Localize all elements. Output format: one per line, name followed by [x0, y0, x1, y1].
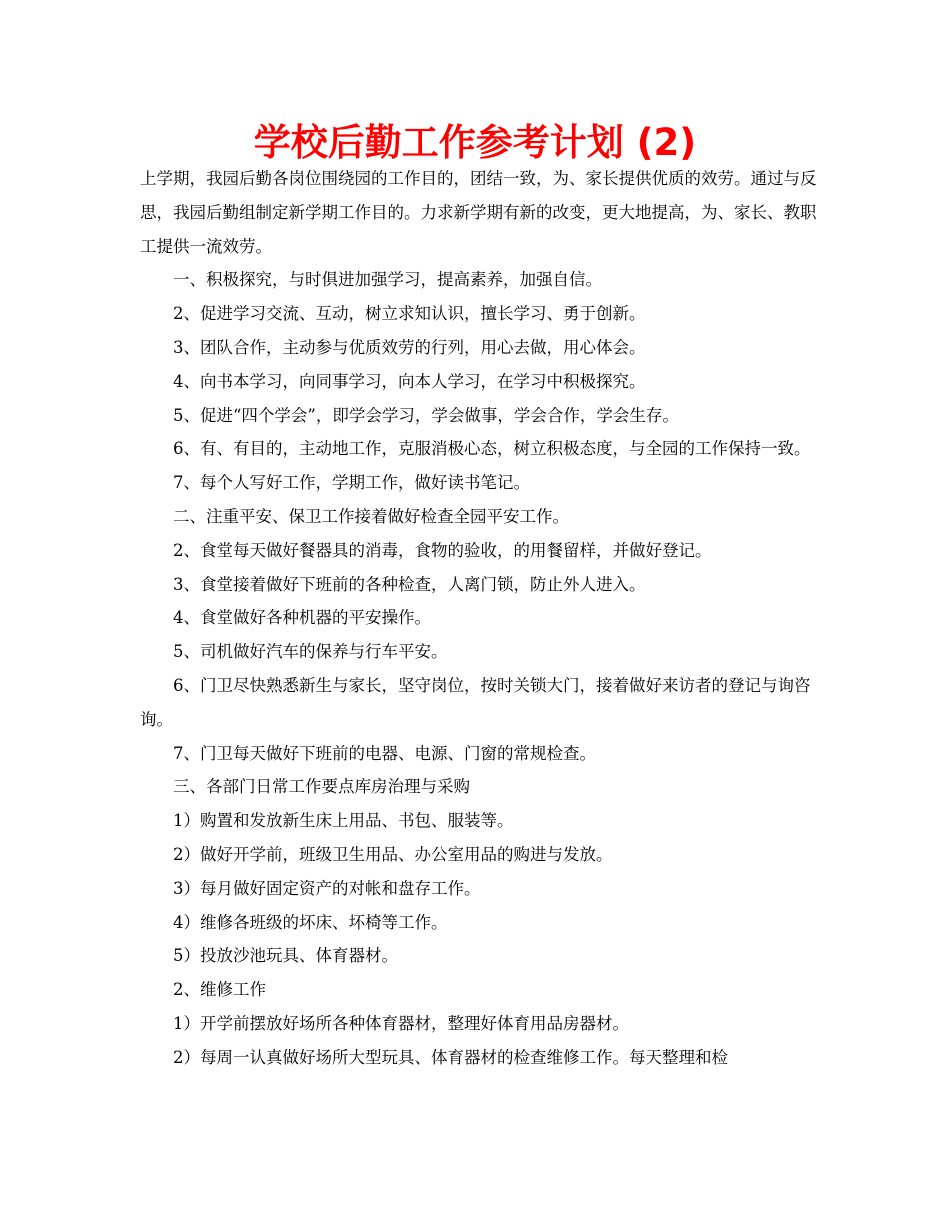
paragraph: 5）投放沙池玩具、体育器材。 — [173, 946, 398, 966]
paragraph: 上学期，我园后勤各岗位围绕园的工作目的，团结一致，为、家长提供优质的效劳。通过与反思，我园后勤组制定新学期工作目的。力求新学期有新的改变，更大地提高，为、家长、教职工提供一流效劳。 — [140, 169, 817, 256]
paragraph: 二、注重平安、保卫工作接着做好检查全园平安工作。 — [173, 506, 569, 526]
paragraph: 3）每月做好固定资产的对帐和盘存工作。 — [173, 878, 481, 898]
paragraph: 6、有、有目的，主动地工作，克服消极心态，树立积极态度，与全园的工作保持一致。 — [173, 439, 811, 459]
paragraph: 2、促进学习交流、互动，树立求知认识，擅长学习、勇于创新。 — [173, 304, 646, 324]
paragraph: 2、食堂每天做好餐器具的消毒，食物的验收，的用餐留样，并做好登记。 — [173, 540, 712, 560]
paragraph: 3、食堂接着做好下班前的各种检查，人离门锁，防止外人进入。 — [173, 574, 646, 594]
paragraph: 1）开学前摆放好场所各种体育器材，整理好体育用品房器材。 — [173, 1013, 629, 1033]
paragraph: 4、食堂做好各种机器的平安操作。 — [173, 608, 431, 628]
paragraph: 4）维修各班级的坏床、坏椅等工作。 — [173, 912, 448, 932]
paragraph: 2）每周一认真做好场所大型玩具、体育器材的检查维修工作。每天整理和检 — [173, 1047, 728, 1067]
paragraph: 3、团队合作，主动参与优质效劳的行列，用心去做，用心体会。 — [173, 337, 646, 357]
paragraph: 7、门卫每天做好下班前的电器、电源、门窗的常规检查。 — [173, 743, 596, 763]
paragraph: 三、各部门日常工作要点库房治理与采购 — [173, 777, 470, 797]
paragraph: 6、门卫尽快熟悉新生与家长，坚守岗位，按时关锁大门，接着做好来访者的登记与询咨询。 — [140, 675, 811, 729]
document-body — [140, 162, 820, 1075]
paragraph: 5、促进“四个学会”，即学会学习，学会做事，学会合作，学会生存。 — [173, 405, 679, 425]
paragraph: 一、积极探究，与时俱进加强学习，提高素养，加强自信。 — [173, 270, 602, 290]
paragraph: 4、向书本学习，向同事学习，向本人学习，在学习中积极探究。 — [173, 371, 646, 391]
paragraph: 2、维修工作 — [173, 980, 266, 1000]
paragraph: 2）做好开学前，班级卫生用品、办公室用品的购进与发放。 — [173, 844, 613, 864]
paragraph: 7、每个人写好工作，学期工作，做好读书笔记。 — [173, 473, 530, 493]
paragraph: 1）购置和发放新生床上用品、书包、服装等。 — [173, 811, 514, 831]
document-title: 学校后勤工作参考计划 (2) — [253, 121, 697, 164]
paragraph: 5、司机做好汽车的保养与行车平安。 — [173, 642, 448, 662]
